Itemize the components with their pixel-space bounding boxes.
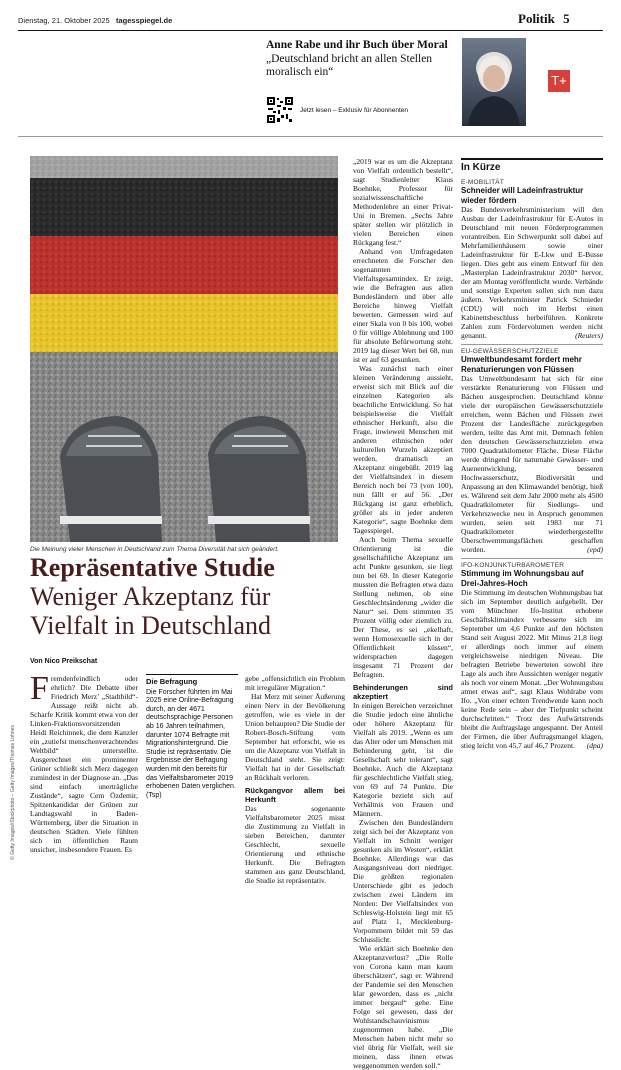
- news-tag: E-MOBILITÄT: [461, 179, 505, 186]
- paragraph: Anhand von Umfragedaten errechneten die Forscher den sogenannten Vielfaltsgesamtindex. Er zeigt, wie die Befragten aus allen Bundesländern und über alle Bereiche hinweg Vielfalt bewerten. Gemessen wird auf einer Skala von 0 bis 100, wobei 0 für völlige Ablehnung und 100 für absolute Befürwortung steht. 2019 lag dieser Wert bei 68, nun ist er auf 63 gesunken.: [353, 247, 453, 364]
- promo-subtitle[interactable]: „Deutschland bricht an allen Stellen moralisch ein“: [266, 53, 433, 78]
- news-body: [461, 588, 603, 750]
- header-site[interactable]: tagesspiegel.de: [116, 16, 173, 25]
- news-body-text: Das Umweltbundesamt hat sich für eine verstärkte Renaturierung von Flüssen und Bächen ausgesprochen. Deutschland könne viele der europäischen Gewässerschutzziele erreichen, wenn Bächen und Flüssen zwei Prozent der Landesfläche zurückgegeben werden, teilte das Amt mit. Demnach fehlen den deutschen Gewässerschutzzielen etwa 7000 Quadratkilometer Fläche. Diese Fläche werde dringend für naturnahe Gewässer- und Auenentwicklung, besseren Hochwasserschutz, Biodiversität und Anpassung an den Klimawandel benötigt, hieß es. Während seit dem Jahr 2000 mehr als 4500 Quadratkilometer für Siedlungs- und Verkehrszwecke neu in Anspruch genommen wurden, seien seit 1983 nur 71 Quadratkilometer wiederhergestellte Überschwemmungsflächen geschaffen worden.: [461, 374, 603, 554]
- news-source: (dpa): [586, 741, 603, 750]
- article-column-1: [30, 670, 138, 854]
- subhead: Rückgangvor allem bei Herkunft: [245, 786, 345, 804]
- paragraph: Das sogenannte Vielfaltsbarometer 2025 misst die Zustimmung zu Vielfalt in sieben Bereichen, darunter Geschlecht, sexuelle Orientierung und ethnische Herkunft. Die Befragten stammen aus ganz Deutschland, die Studie ist repräsentativ.: [245, 804, 345, 885]
- news-headline: Schneider will Ladeinfrastruktur wieder fördern: [461, 186, 584, 205]
- news-source: (Reuters): [575, 331, 603, 340]
- news-source: (epd): [587, 545, 603, 554]
- section-name: Politik: [518, 11, 555, 26]
- page-number: 5: [563, 11, 570, 26]
- photo-credit: © Getty Images/iStockphoto – Getty Images/Thomas Lohnes: [10, 725, 16, 860]
- news-item: [461, 179, 603, 340]
- paragraph: In einigen Bereichen verzeichnet die Studie jedoch eine ähnliche oder höhere Akzeptanz für Vielfalt als 2019. „Wenn es um das Alter oder um Menschen mit Behinderung geht, ist die Gesellschaft sehr tolerant“, sagt Boehnke. Auch die Akzeptanz für geschlechtliche Vielfalt stieg, von 69 auf 74 Punkte. Die Kategorie bezieht sich auf Verhältnis von Frauen und Männern.: [353, 701, 453, 818]
- author-portrait: [462, 38, 526, 126]
- article-column-2: [245, 674, 345, 885]
- header-rule: [18, 30, 603, 31]
- survey-box-text: Die Forscher führten im Mai 2025 eine Online-Befragung durch, an der 4671 deutschsprachige Personen ab 16 Jahren teilnahmen, darunter 1074 Befragte mit Migrationshintergrund. Die Studie ist repräsentativ. Die Ergebnisse der Befragung wurden mit den bereits für das Vielfaltsbarometer 2019 erhobenen Daten verglichen. (Tsp): [146, 688, 236, 799]
- column-1-text: remdenfeindlich oder ehrlich? Die Debatte über Friedrich Merz’ „Stadtbild“-Aussage reißt nicht ab. Scharfe Kritik kommt etwa von der Linken-Fraktionsvorsitzenden Heidi Reichinnek, die dem Kanzler ein „zutiefst menschenverachtendes Weltbild“ unterstellte. Ausgerechnet ein prominenter Grüner schließt sich Merz dagegen zumindest in der Diagnose an. „Das sind einfach unerträgliche Zustände“, sagte Cem Özdemir, Spitzenkandidat der Grünen zur Landtagswahl in Baden-Württemberg, über die Situation in deutschen Städten. Viele fühlten sich im öffentlichen Raum unsicher, insbesondere Frauen. Es: [30, 674, 138, 854]
- sidebar-title: In Kürze: [461, 158, 603, 173]
- survey-info-box: [146, 674, 238, 800]
- news-tag: IFO-KONJUNKTURBAROMETER: [461, 562, 565, 569]
- paragraph: Zwischen den Bundesländern zeigt sich bei der Akzeptanz von Vielfalt im Schnitt weniger gesunken als im Westen“, erklärt Boehnke. Allerdings war das Ausgangsniveau dort niedriger. Die größten regionalen Unterschiede gibt es jedoch zwischen zwei Ländern im Norden: Der Vielfaltsindex von Schleswig-Holstein liegt mit 65 auf Platz 1, Mecklenburg-Vorpommern bildet mit 59 das Schlusslicht.: [353, 818, 453, 944]
- header-section: [518, 11, 570, 27]
- divider: [461, 344, 603, 345]
- photo-caption: Die Meinung vieler Menschen in Deutschland zum Thema Diversität hat sich geändert.: [30, 546, 279, 553]
- paragraph: Auch beim Thema sexuelle Orientierung ist die gesellschaftliche Akzeptanz um acht Punkte gesunken, sie liegt nun bei 69. In dieser Kategorie mussten die Befragten etwa dazu Stellung nehmen, ob eine Geschlechtsänderung „wider die Natur“ sei. Dem stimmten 35 Prozent völlig oder ziemlich zu. Der These, es sei „ekelhaft, wenn Homosexuelle sich in der Öffentlichkeit küssen“, widersprachen dagegen insgesamt 71 Prozent der Befragten.: [353, 535, 453, 679]
- promo-rule: [18, 136, 603, 137]
- article-byline: Von Nico Preikschat: [30, 658, 98, 665]
- article-headline-block: [30, 553, 350, 640]
- news-item: [461, 562, 603, 750]
- promo-link[interactable]: Jetzt lesen – Exklusiv für Abonnenten: [300, 107, 409, 114]
- tplus-badge[interactable]: T+: [548, 70, 570, 92]
- divider: [461, 558, 603, 559]
- news-body: [461, 205, 603, 340]
- promo-title[interactable]: Anne Rabe und ihr Buch über Moral: [266, 39, 448, 51]
- article-column-3: [353, 157, 453, 1070]
- header-date: Dienstag, 21. Oktober 2025: [18, 16, 110, 25]
- news-sidebar: [461, 158, 603, 750]
- survey-box-title: Die Befragung: [146, 677, 198, 686]
- paragraph: gebe „offensichtlich ein Problem mit irregulärer Migration.“: [245, 674, 345, 692]
- subhead: Behinderungen sind akzeptiert: [353, 683, 453, 701]
- header-date-line: [18, 16, 172, 25]
- dropcap: F: [30, 670, 49, 707]
- news-item: [461, 348, 603, 554]
- article-photo: [30, 156, 338, 542]
- qr-code-icon[interactable]: [266, 96, 294, 124]
- paragraph: Was zunächst nach einer kleinen Veränderung aussieht, erweist sich mit Blick auf die einzelnen Kategorien als beachtliche Entwicklung. So hat beispielsweise die Vielfalt ethnischer Herkunft, also die Frage, inwieweit Menschen mit anderen ethnischen oder kulturellen Wurzeln akzeptiert werden, dramatisch an Akzeptanz eingebüßt. 2019 lag der Vielfaltsindex in diesem Bereich noch bei 73 (von 100), nun fällt er auf 56. „Der Rückgang ist ganz erheblich, größer als in jeder anderen Kategorie“, sagte Boehnke dem Tagesspiegel.: [353, 364, 453, 535]
- news-body-text: Das Bundesverkehrsministerium will den Ausbau der Ladeinfrastruktur für E-Autos in Deutschland mit neuen Förderprogrammen vorantreiben. Ein Schwerpunkt soll dabei auf Mehrfamilienhäusern sowie einer Ladeinfrastruktur für E-Lkw und E-Busse liegen. Dies geht aus einem Entwurf für den „Masterplan Ladeinfrastruktur 2030“ hervor, der am Montag veröffentlicht wurde. Verbände und sonstige Experten sollen sich nun dazu äußern. Verkehrsminister Patrick Schnieder (CDU) will noch im Herbst einen Kabinettsbeschluss herbeiführen. Konkrete Zahlen zum Fördervolumen werden nicht genannt.: [461, 205, 603, 340]
- news-headline: Stimmung im Wohnungsbau auf Drei-Jahres-Hoch: [461, 569, 584, 588]
- news-tag: EU-GEWÄSSERSCHUTZZIELE: [461, 348, 559, 355]
- article-kicker: Repräsentative Studie: [30, 553, 275, 582]
- news-headline: Umweltbundesamt fordert mehr Renaturierungen von Flüssen: [461, 355, 582, 374]
- news-body: [461, 374, 603, 554]
- paragraph: Wie erklärt sich Boehnke den Akzeptanzverlust? „Die Rolle von Corona kann man kaum überschätzen“, sagt er. Während der Pandemie sei den Menschen klar geworden, dass es „nicht immer bergauf“ gehe. Eine Folge sei gewesen, dass der Wohlstandschauvinismus zugenommen habe. „Die Menschen haben nicht mehr so viel übrig für Vielfalt, weil sie meinen, dass ihnen etwas weggenommen werden soll.“: [353, 944, 453, 1070]
- article-headline: Weniger Akzeptanz für Vielfalt in Deutschland: [30, 582, 272, 640]
- news-body-text: Die Stimmung im deutschen Wohnungsbau hat sich im September deutlich aufgehellt. Der vom Münchner Ifo-Institut erhobene Geschäftsklimaindex verbesserte sich im September um 4,6 Punkte auf den höchsten Stand seit August 2022. Mit Minus 21,8 liegt er allerdings noch immer auf einem vergleichsweise niedrigen Niveau. Die befragten Betriebe bewerteten sowohl ihre Lage als auch ihre Aussichten weniger negativ als noch vor einem Monat. „Der Wohnungsbau atmet etwas auf“, sagt Klaus Wohlrabe vom Ifo. „Von einer echten Trendwende kann noch keine Rede sein – aber der Tiefpunkt scheint durchschritten.“ Trotz des Aufwärtstrends bleibt die Auftragslage angespannt. Der Anteil der Firmen, die über Auftragsmangel klagen, stieg leicht von 45,7 auf 46,7 Prozent.: [461, 588, 603, 750]
- paragraph: Hat Merz mit seiner Äußerung einen Nerv in der Bevölkerung getroffen, wie es viele in der Union behaupten? Die Studie der Robert-Bosch-Stiftung vom September hat erforscht, wie es um die Akzeptanz von Vielfalt in Deutschland steht. Sie zeigt: Vielfalt hat in der Gesellschaft an Rückhalt verloren.: [245, 692, 345, 782]
- paragraph: „2019 war es um die Akzeptanz von Vielfalt ordentlich bestellt“, sagt Studienleiter Klaus Boehnke, Professor für sozialwissenschaftliche Methodenlehre an einer Privat-Uni in Bremen. „Sechs Jahre später stellen wir plötzlich in vielen Bereichen einen Rückgang fest.“: [353, 157, 453, 247]
